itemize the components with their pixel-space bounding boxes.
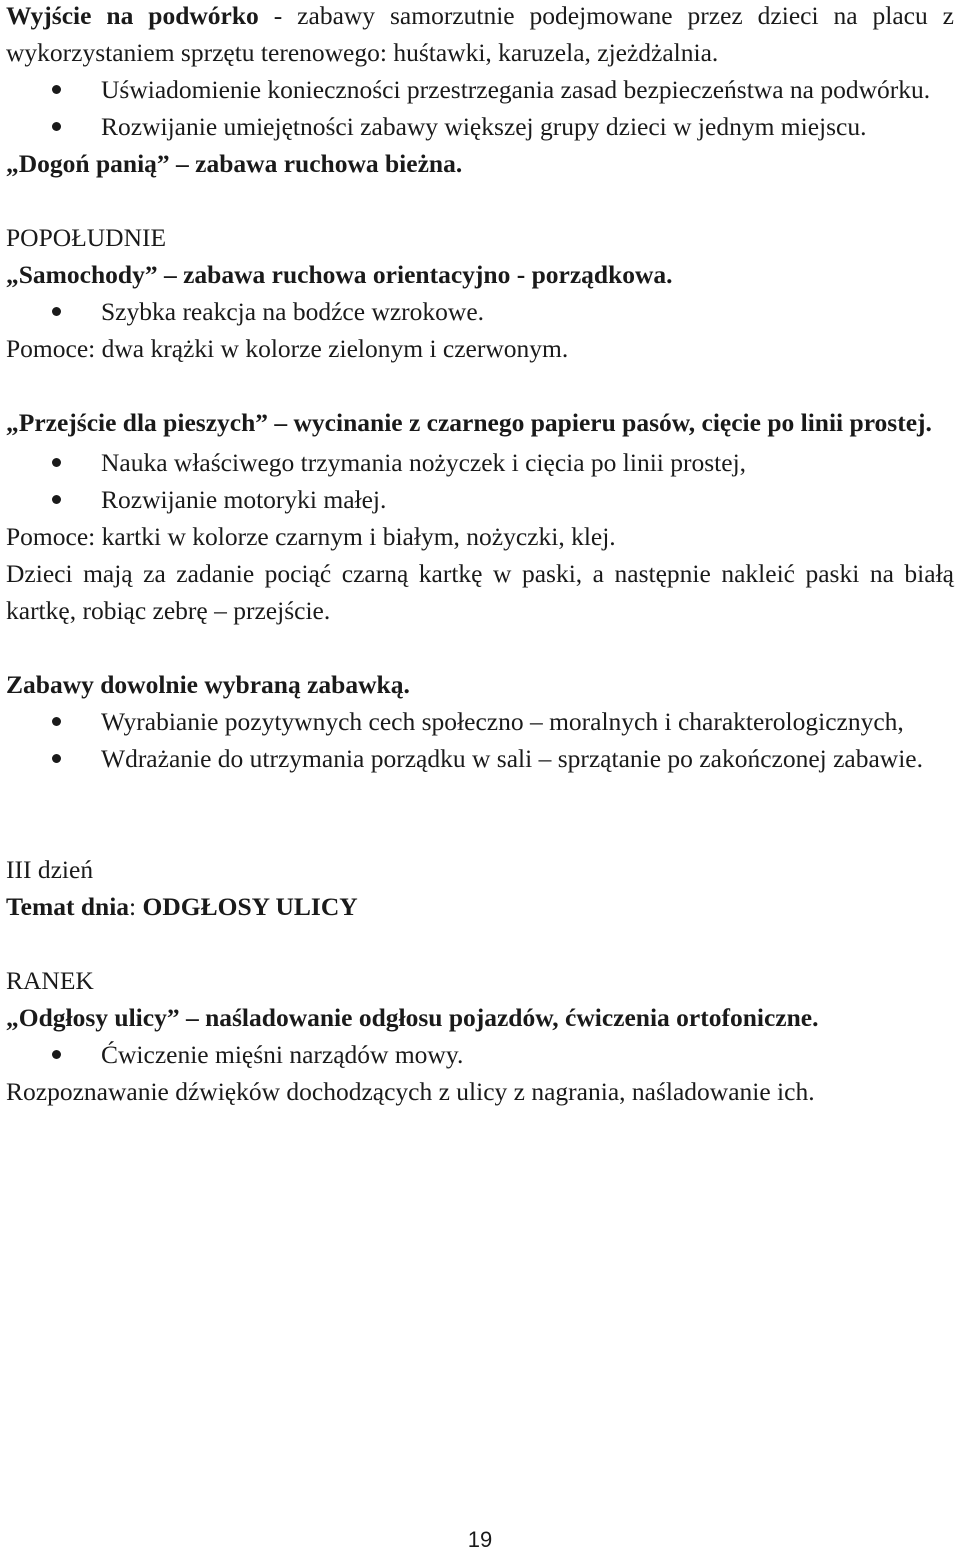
bullet-list-3 [6,444,954,518]
intro-paragraph [6,0,954,71]
bullet-dot-icon [52,85,61,94]
day-theme: Temat dnia: ODGŁOSY ULICY [6,892,358,921]
section-heading-popoludnie: POPOŁUDNIE [6,223,167,252]
page-number: 19 [467,1527,493,1552]
list-item: Ćwiczenie mięśni narządów mowy. [6,1036,954,1073]
game-title: „Dogoń panią” – zabawa ruchowa bieżna. [6,149,463,178]
bullet-list-2 [6,293,954,330]
list-item: Wdrażanie do utrzymania porządku w sali – sprzątanie po zakończonej zabawie. [6,740,954,777]
activity-title: „Odgłosy ulicy” – naśladowanie odgłosu pojazdów, ćwiczenia ortofoniczne. [6,1003,819,1032]
document-page [6,0,954,1110]
bullet-dot-icon [52,122,61,131]
description-text: Rozpoznawanie dźwięków dochodzących z ulicy z nagrania, naśladowanie ich. [6,1077,815,1106]
activity-title: „Przejście dla pieszych” – wycinanie z czarnego papieru pasów, cięcie po linii prostej. [6,408,932,437]
list-item: Rozwijanie umiejętności zabawy większej grupy dzieci w jednym miejscu. [6,108,954,145]
bullet-list-5 [6,1036,954,1073]
bullet-dot-icon [52,754,61,763]
bullet-dot-icon [52,1050,61,1059]
day-heading: III dzień [6,855,94,884]
section-heading-ranek: RANEK [6,966,94,995]
aids-text: Pomoce: dwa krążki w kolorze zielonym i czerwonym. [6,334,569,363]
list-item: Nauka właściwego trzymania nożyczek i cięcia po linii prostej, [6,444,954,481]
activity-title: Zabawy dowolnie wybraną zabawką. [6,670,410,699]
bullet-list-1 [6,71,954,145]
description-text: Dzieci mają za zadanie pociąć czarną kartkę w paski, a następnie nakleić paski na białą kartkę, robiąc zebrę – przejście. [6,559,954,625]
list-item: Szybka reakcja na bodźce wzrokowe. [6,293,954,330]
bullet-dot-icon [52,495,61,504]
list-item: Wyrabianie pozytywnych cech społeczno – moralnych i charakterologicznych, [6,703,954,740]
intro-rest: - zabawy samorzutnie podejmowane przez dzieci na placu z wykorzystaniem sprzętu terenowego: huśtawki, karuzela, zjeżdżalnia. [6,1,954,67]
game-title: „Samochody” – zabawa ruchowa orientacyjno - porządkowa. [6,260,673,289]
list-item: Uświadomienie konieczności przestrzegania zasad bezpieczeństwa na podwórku. [6,71,954,108]
intro-bold: Wyjście na podwórko [6,1,259,30]
bullet-dot-icon [52,717,61,726]
bullet-dot-icon [52,458,61,467]
bullet-list-4 [6,703,954,777]
bullet-dot-icon [52,307,61,316]
aids-text: Pomoce: kartki w kolorze czarnym i białym, nożyczki, klej. [6,522,616,551]
list-item: Rozwijanie motoryki małej. [6,481,954,518]
